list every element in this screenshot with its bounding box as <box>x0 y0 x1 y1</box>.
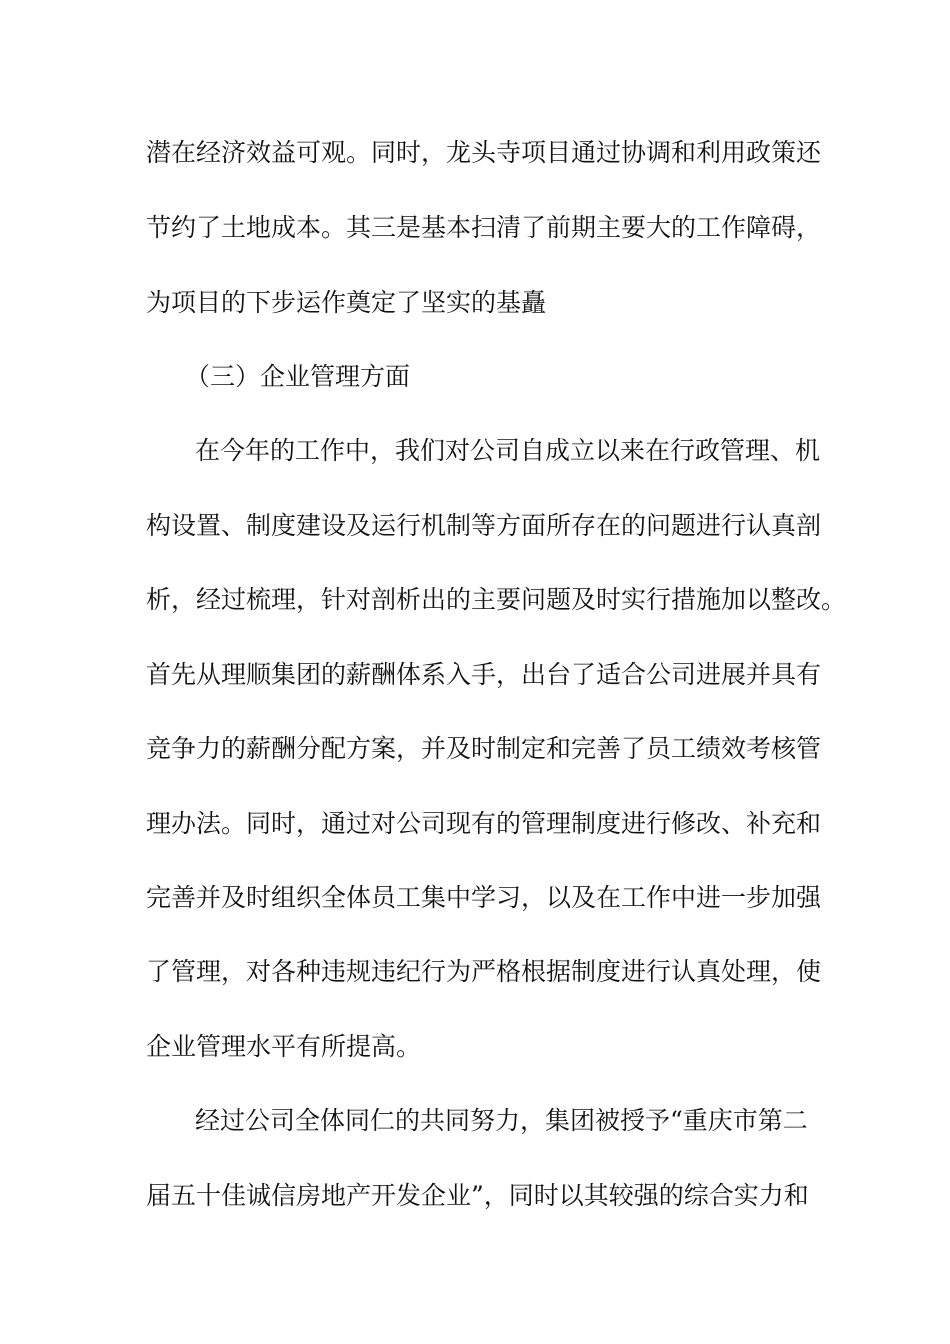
text-line-10: 理办法。同时，通过对公司现有的管理制度进行修改、补充和 <box>146 809 822 838</box>
text-line-15: 届五十佳诚信房地产开发企业”，同时以其较强的综合实力和 <box>146 1181 809 1210</box>
text-line-2: 节约了土地成本。其三是基本扫清了前期主要大的工作障碍， <box>146 213 822 242</box>
text-line-9: 竞争力的薪酬分配方案，并及时制定和完善了员工绩效考核管 <box>146 734 822 763</box>
text-line-13: 企业管理水平有所提高。 <box>146 1032 422 1061</box>
section-heading: （三）企业管理方面 <box>185 362 411 391</box>
text-line-7: 析，经过梳理，针对剖析出的主要问题及时实行措施加以整改。 <box>146 585 847 614</box>
text-line-14: 经过公司全体同仁的共同努力，集团被授予“重庆市第二 <box>195 1106 808 1135</box>
text-line-11: 完善并及时组织全体员工集中学习，以及在工作中进一步加强 <box>146 883 822 912</box>
text-line-12: 了管理，对各种违规违纪行为严格根据制度进行认真处理，使 <box>146 957 822 986</box>
text-line-8: 首先从理顺集团的薪酬体系入手，出台了适合公司进展并具有 <box>146 660 822 689</box>
text-line-6: 构设置、制度建设及运行机制等方面所存在的问题进行认真剖 <box>146 511 822 540</box>
text-line-5: 在今年的工作中，我们对公司自成立以来在行政管理、机 <box>195 436 821 465</box>
text-line-1: 潜在经济效益可观。同时，龙头寺项目通过协调和利用政策还 <box>146 138 822 167</box>
text-line-3: 为项目的下步运作奠定了坚实的基矗 <box>146 288 547 317</box>
